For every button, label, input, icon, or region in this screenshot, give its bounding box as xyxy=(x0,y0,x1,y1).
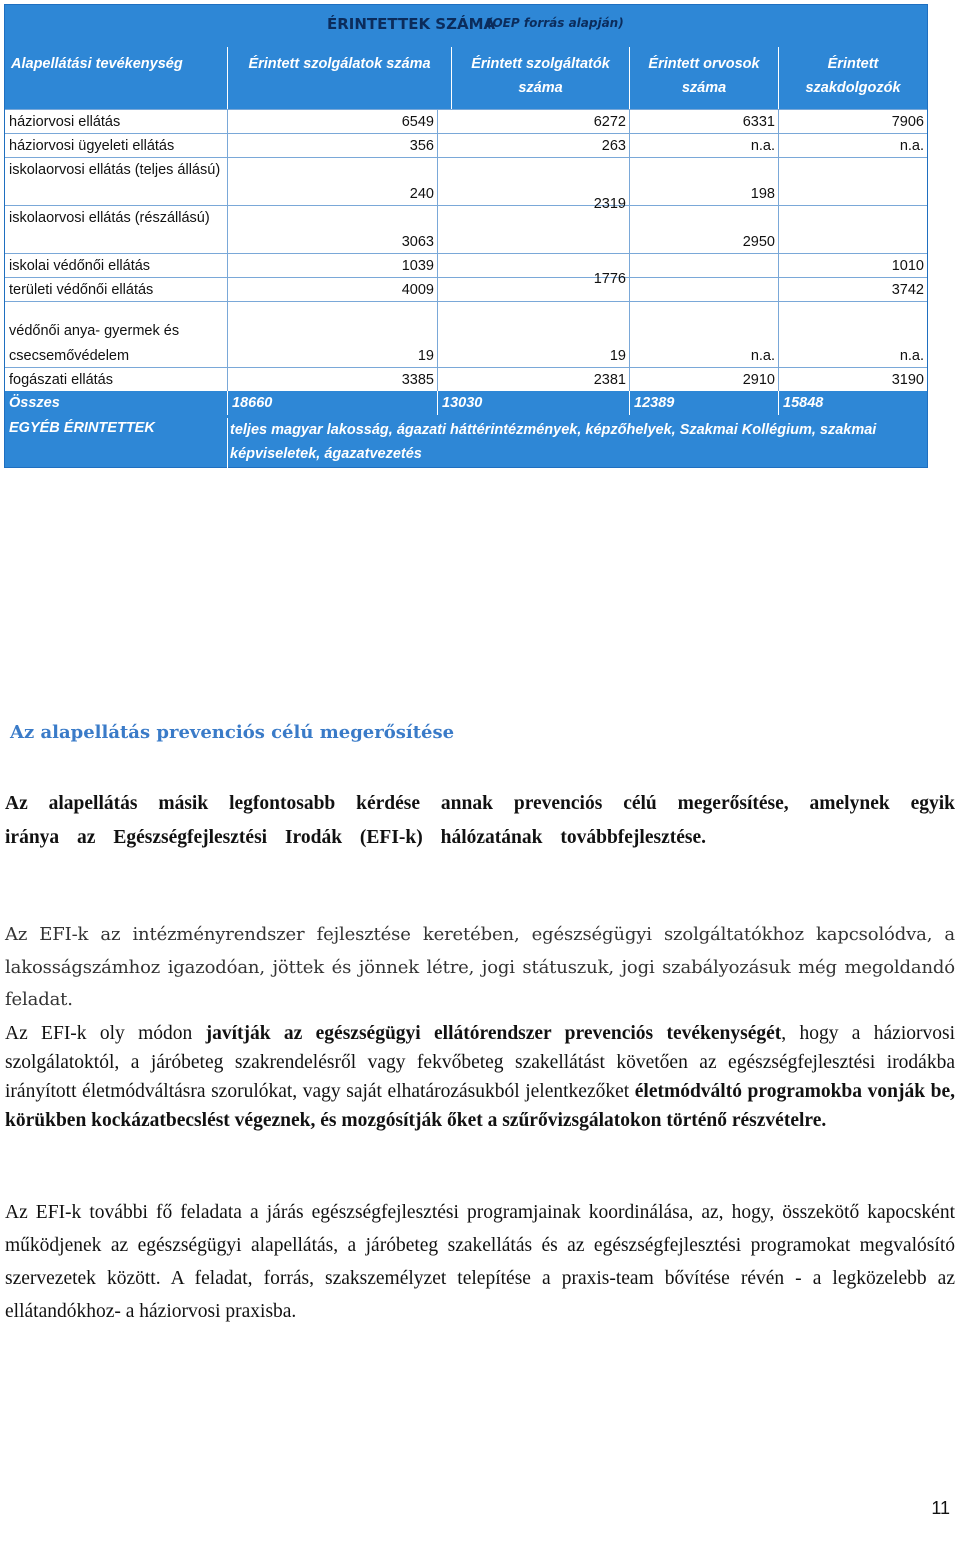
cell-services-value: 3063 xyxy=(401,234,434,250)
cell-providers: 6272 xyxy=(437,110,629,134)
cell-providers: 263 xyxy=(437,134,629,158)
p3-text-a: Az EFI-k oly módon xyxy=(5,1023,206,1044)
affected-table xyxy=(4,4,928,468)
cell-staff: 7906 xyxy=(778,110,927,134)
header-services: Érintett szolgálatok száma xyxy=(227,47,451,109)
paragraph-4: Az EFI-k további fő feladata a járás egészségfejlesztési programjainak koordinálása, az, hogy, összekötő kapocsként működjenek az egészségügyi alapellátás, a járóbeteg szakellátás és az egészségfejlesztési programokat megvalósító szervezetek között. A feladat, forrás, szakszemélyzet telepítése a praxis-team bővítése révén - a legközelebb az ellátandókhoz- a háziorvosi praxisba. xyxy=(5,1202,955,1322)
cell-services xyxy=(227,206,437,254)
total-doctors: 12389 xyxy=(629,391,778,415)
table-row xyxy=(5,301,927,368)
table-row xyxy=(5,367,927,392)
cell-providers-merged xyxy=(437,253,629,301)
section-heading: Az alapellátás prevenciós célú megerősítése xyxy=(10,722,455,743)
cell-doctors-value: n.a. xyxy=(750,348,775,364)
total-staff: 15848 xyxy=(778,391,927,415)
other-affected-row xyxy=(5,415,927,467)
row-label: védőnői anya- gyermek és csecsemővédelem xyxy=(9,323,180,364)
cell-doctors: n.a. xyxy=(629,134,778,158)
cell-staff-merged xyxy=(778,157,927,253)
cell-providers-value: 2319 xyxy=(593,196,626,212)
cell-providers-merged xyxy=(437,157,629,253)
table-title-bar xyxy=(5,5,927,47)
p3-bold-d: életmódváltó programokba vonják be, körükben kockázatbecslést végeznek, és mozgósítják őket a szűrővizsgálatokon történő részvételre. xyxy=(5,1081,955,1131)
cell-staff: 3742 xyxy=(778,278,927,302)
total-services: 18660 xyxy=(227,391,437,415)
paragraph-1: Az alapellátás másik legfontosabb kérdése annak prevenciós célú megerősítése, amelynek egyik iránya az Egészségfejlesztési Irodák (EFI-k) hálózatának továbbfejlesztése. xyxy=(5,793,955,848)
other-text: teljes magyar lakosság, ágazati háttérintézmények, képzőhelyek, Szakmai Kollégium, szakmai képviseletek, ágazatvezetés xyxy=(227,418,917,470)
table-title: ÉRINTETTEK SZÁMA xyxy=(327,15,496,33)
cell-staff: n.a. xyxy=(778,134,927,158)
page-number: 11 xyxy=(931,1498,950,1518)
cell-providers-value: 19 xyxy=(609,348,626,364)
cell-doctors: 2910 xyxy=(629,368,778,392)
row-label: háziorvosi ellátás xyxy=(9,114,121,130)
table-subtitle: (OEP forrás alapján) xyxy=(487,16,624,30)
row-label: iskolaorvosi ellátás (teljes állású) xyxy=(9,162,221,178)
row-label: fogászati ellátás xyxy=(9,372,113,388)
header-activity: Alapellátási tevékenység xyxy=(5,47,227,109)
row-label: háziorvosi ügyeleti ellátás xyxy=(9,138,175,154)
row-label: iskolai védőnői ellátás xyxy=(9,258,151,274)
cell-staff: 1010 xyxy=(778,254,927,278)
cell-services: 6549 xyxy=(227,110,437,134)
other-label: EGYÉB ÉRINTETTEK xyxy=(9,420,155,436)
header-doctors: Érintett orvosok száma xyxy=(629,47,778,109)
paragraph-2: Az EFI-k az intézményrendszer fejlesztése keretében, egészségügyi szolgáltatókhoz kapcsolódva, a lakosságszámhoz igazodóan, jöttek és jönnek létre, jogi státuszuk, jogi szabályozásuk még megoldandó feladat. xyxy=(5,924,955,1010)
cell-staff xyxy=(778,302,927,368)
cell-services: 356 xyxy=(227,134,437,158)
cell-providers xyxy=(437,302,629,368)
p3-bold-b: javítják az egészségügyi ellátórendszer prevenciós tevékenységét xyxy=(205,1023,782,1044)
cell-services: 4009 xyxy=(227,278,437,302)
cell-doctors: 6331 xyxy=(629,110,778,134)
row-label: területi védőnői ellátás xyxy=(9,282,154,298)
table-row xyxy=(5,109,927,134)
total-row xyxy=(5,391,927,415)
paragraph-3 xyxy=(5,1019,955,1135)
header-staff: Érintett szakdolgozók xyxy=(778,47,927,109)
cell-services: 1039 xyxy=(227,254,437,278)
cell-providers-value: 1776 xyxy=(593,271,626,287)
cell-doctors-value: 2950 xyxy=(742,234,775,250)
cell-providers: 2381 xyxy=(437,368,629,392)
cell-doctors-value: 198 xyxy=(750,186,775,202)
cell-staff-value: n.a. xyxy=(899,348,924,364)
cell-services-value: 240 xyxy=(409,186,434,202)
cell-services xyxy=(227,302,437,368)
cell-doctors xyxy=(629,302,778,368)
p3-text-c: , hogy a háziorvosi szolgálatoktól, a járóbeteg szakrendelésről vagy fekvőbeteg szakellátást követően az egészségfejlesztési irodákba irányított életmódváltásra szorulókat, vagy saját elhatározásukból jelentkezőket xyxy=(5,1023,955,1102)
cell-services: 3385 xyxy=(227,368,437,392)
cell-doctors xyxy=(629,158,778,206)
header-providers: Érintett szolgáltatók száma xyxy=(451,47,629,109)
table-row xyxy=(5,133,927,158)
row-label: iskolaorvosi ellátás (részállású) xyxy=(9,210,210,226)
cell-staff: 3190 xyxy=(778,368,927,392)
total-providers: 13030 xyxy=(437,391,629,415)
cell-doctors xyxy=(629,206,778,254)
cell-doctors-merged xyxy=(629,253,778,301)
cell-services xyxy=(227,158,437,206)
total-label: Összes xyxy=(9,395,60,411)
cell-services-value: 19 xyxy=(417,348,434,364)
